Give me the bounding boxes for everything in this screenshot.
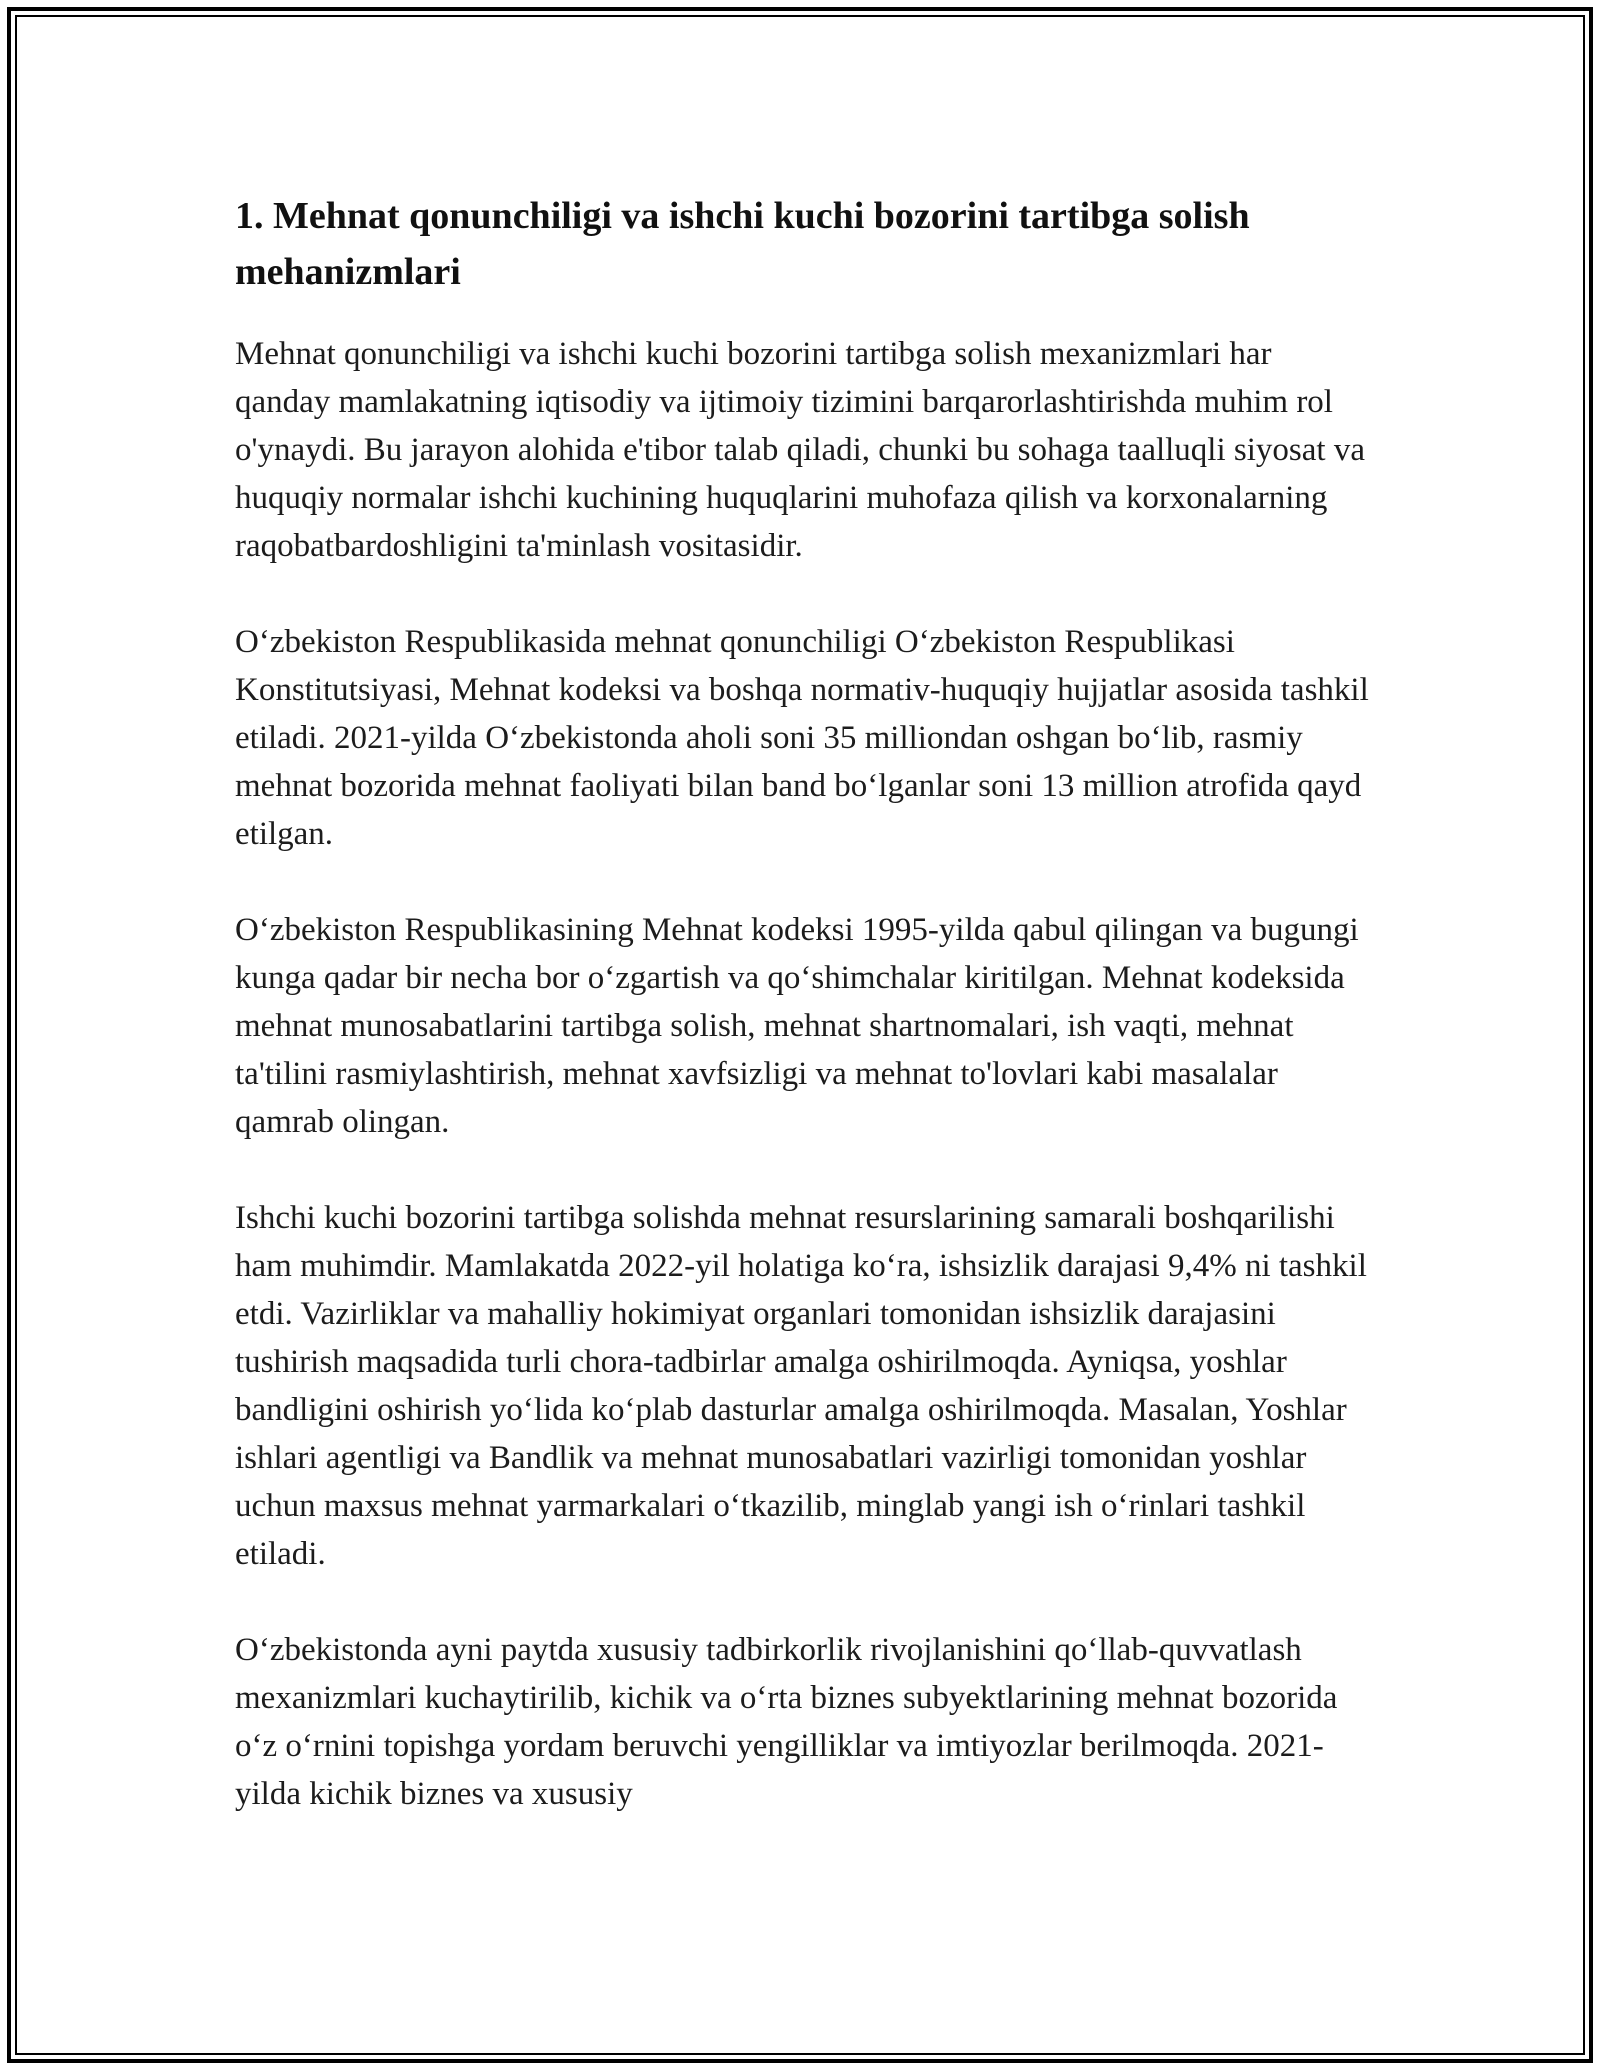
paragraph-4: Ishchi kuchi bozorini tartibga solishda mehnat resurslarining samarali boshqarilishi ham muhimdir. Mamlakatda 2022-yil holatiga ko‘ra, ishsizlik darajasi 9,4% ni tashkil etdi. Vazirliklar va mahalliy hokimiyat organlari tomonidan ishsizlik darajasini tushirish maqsadida turli chora-tadbirlar amalga oshirilmoqda. Ayniqsa, yoshlar bandligini oshirish yo‘lida ko‘plab dasturlar amalga oshirilmoqda. Masalan, Yoshlar ishlari agentligi va Bandlik va mehnat munosabatlari vazirligi tomonidan yoshlar uchun maxsus mehnat yarmarkalari o‘tkazilib, minglab yangi ish o‘rinlari tashkil etiladi.: [235, 1200, 1367, 1572]
section-heading: 1. Mehnat qonunchiligi va ishchi kuchi bozorini tartibga solish mehanizmlari: [235, 195, 1250, 293]
paragraph-2: O‘zbekiston Respublikasida mehnat qonunchiligi O‘zbekiston Respublikasi Konstitutsiyasi, Mehnat kodeksi va boshqa normativ-huquqiy hujjatlar asosida tashkil etiladi. 2021-yilda O‘zbekistonda aholi soni 35 milliondan oshgan bo‘lib, rasmiy mehnat bozorida mehnat faoliyati bilan band bo‘lganlar soni 13 million atrofida qayd etilgan.: [235, 624, 1369, 852]
paragraph-1: Mehnat qonunchiligi va ishchi kuchi bozorini tartibga solish mexanizmlari har qanday mamlakatning iqtisodiy va ijtimoiy tizimini barqarorlashtirishda muhim rol o'ynaydi. Bu jarayon alohida e'tibor talab qiladi, chunki bu sohaga taalluqli siyosat va huquqiy normalar ishchi kuchining huquqlarini muhofaza qilish va korxonalarning raqobatbardoshligini ta'minlash vositasidir.: [235, 336, 1365, 564]
paragraph-3: O‘zbekiston Respublikasining Mehnat kodeksi 1995-yilda qabul qilingan va bugungi kunga qadar bir necha bor o‘zgartish va qo‘shimchalar kiritilgan. Mehnat kodeksida mehnat munosabatlarini tartibga solish, mehnat shartnomalari, ish vaqti, mehnat ta'tilini rasmiylashtirish, mehnat xavfsizligi va mehnat to'lovlari kabi masalalar qamrab olingan.: [235, 912, 1359, 1140]
paragraph-5: O‘zbekistonda ayni paytda xususiy tadbirkorlik rivojlanishini qo‘llab-quvvatlash mexanizmlari kuchaytirilib, kichik va o‘rta biznes subyektlarining mehnat bozorida o‘z o‘rnini topishga yordam beruvchi yengilliklar va imtiyozlar berilmoqda. 2021-yilda kichik biznes va xususiy: [235, 1632, 1338, 1812]
document-body: [235, 188, 1375, 1866]
